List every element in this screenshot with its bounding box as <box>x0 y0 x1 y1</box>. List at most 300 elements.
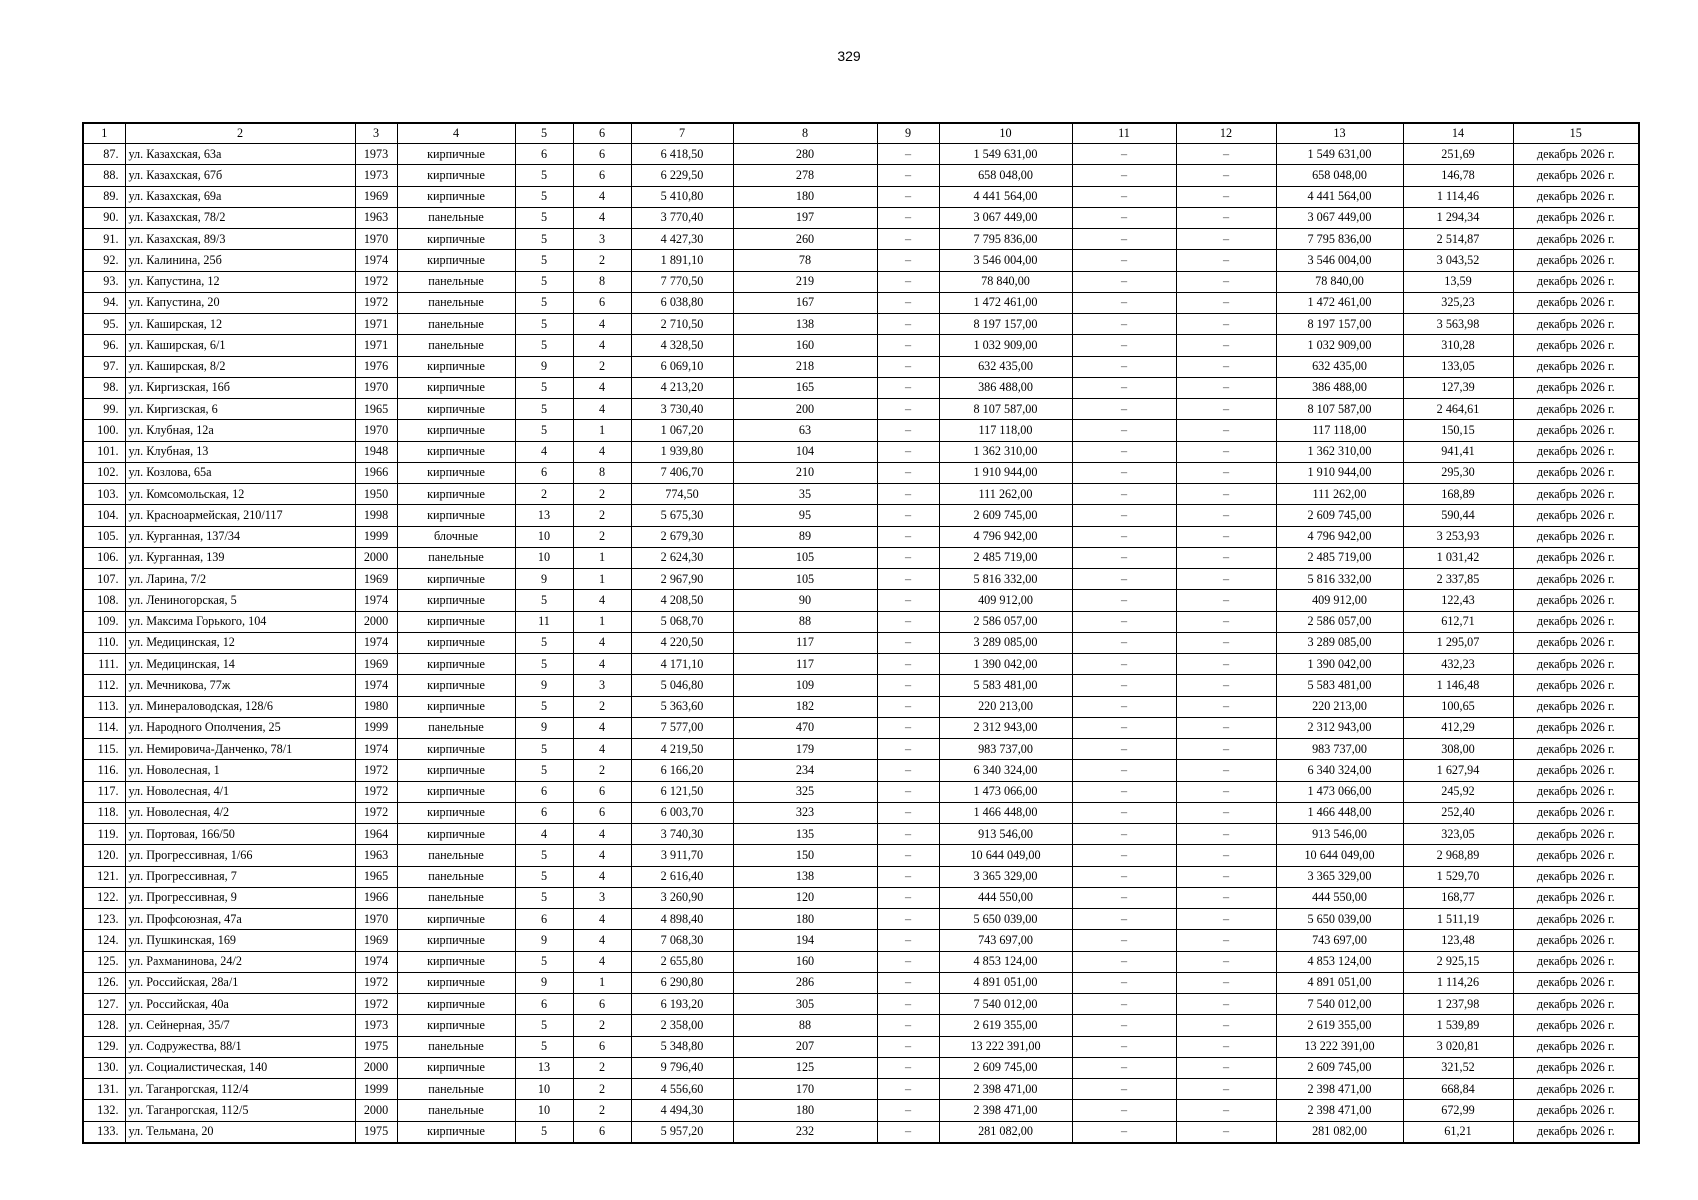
table-cell-col-15: декабрь 2026 г. <box>1513 611 1639 632</box>
table-cell-col-2: ул. Прогрессивная, 9 <box>125 887 355 908</box>
table-cell-col-2: ул. Курганная, 137/34 <box>125 526 355 547</box>
table-cell-col-9: – <box>877 1036 939 1057</box>
table-cell-col-5: 9 <box>515 930 573 951</box>
table-cell-col-3: 1948 <box>355 441 397 462</box>
table-cell-col-3: 1963 <box>355 207 397 228</box>
table-cell-col-4: панельные <box>397 547 515 568</box>
table-cell-col-2: ул. Каширская, 12 <box>125 314 355 335</box>
table-cell-col-2: ул. Капустина, 12 <box>125 271 355 292</box>
table-cell-col-5: 6 <box>515 144 573 165</box>
table-cell-col-3: 1970 <box>355 377 397 398</box>
table-cell-col-13: 4 853 124,00 <box>1276 951 1403 972</box>
table-cell-col-12: – <box>1176 717 1276 738</box>
table-cell-col-1: 118. <box>83 802 125 823</box>
table-cell-col-7: 4 427,30 <box>631 229 733 250</box>
table-row <box>83 781 1639 802</box>
table-cell-col-15: декабрь 2026 г. <box>1513 271 1639 292</box>
table-cell-col-7: 4 556,60 <box>631 1079 733 1100</box>
table-cell-col-14: 133,05 <box>1403 356 1513 377</box>
table-cell-col-3: 1964 <box>355 824 397 845</box>
table-cell-col-14: 412,29 <box>1403 717 1513 738</box>
table-cell-col-5: 10 <box>515 547 573 568</box>
table-cell-col-2: ул. Клубная, 12а <box>125 420 355 441</box>
table-cell-col-8: 260 <box>733 229 877 250</box>
table-cell-col-9: – <box>877 165 939 186</box>
table-cell-col-1: 103. <box>83 484 125 505</box>
table-cell-col-14: 100,65 <box>1403 696 1513 717</box>
table-cell-col-1: 116. <box>83 760 125 781</box>
table-cell-col-11: – <box>1072 356 1176 377</box>
table-cell-col-3: 1975 <box>355 1121 397 1143</box>
table-cell-col-2: ул. Рахманинова, 24/2 <box>125 951 355 972</box>
table-cell-col-11: – <box>1072 484 1176 505</box>
table-cell-col-4: кирпичные <box>397 590 515 611</box>
table-cell-col-7: 2 710,50 <box>631 314 733 335</box>
table-cell-col-13: 7 795 836,00 <box>1276 229 1403 250</box>
table-cell-col-11: – <box>1072 1100 1176 1121</box>
table-cell-col-14: 2 925,15 <box>1403 951 1513 972</box>
table-cell-col-5: 5 <box>515 314 573 335</box>
table-cell-col-10: 4 853 124,00 <box>939 951 1072 972</box>
table-cell-col-4: кирпичные <box>397 399 515 420</box>
column-header-3: 3 <box>355 123 397 144</box>
table-cell-col-7: 5 675,30 <box>631 505 733 526</box>
table-row <box>83 654 1639 675</box>
table-row <box>83 1057 1639 1078</box>
table-cell-col-14: 127,39 <box>1403 377 1513 398</box>
table-cell-col-1: 95. <box>83 314 125 335</box>
table-cell-col-12: – <box>1176 1057 1276 1078</box>
column-header-6: 6 <box>573 123 631 144</box>
table-cell-col-15: декабрь 2026 г. <box>1513 739 1639 760</box>
table-cell-col-4: кирпичные <box>397 781 515 802</box>
table-cell-col-12: – <box>1176 1079 1276 1100</box>
table-cell-col-8: 167 <box>733 292 877 313</box>
table-cell-col-6: 6 <box>573 165 631 186</box>
table-cell-col-14: 2 337,85 <box>1403 569 1513 590</box>
table-cell-col-14: 3 020,81 <box>1403 1036 1513 1057</box>
column-header-10: 10 <box>939 123 1072 144</box>
table-cell-col-12: – <box>1176 335 1276 356</box>
table-cell-col-9: – <box>877 590 939 611</box>
table-row <box>83 994 1639 1015</box>
table-row <box>83 462 1639 483</box>
table-cell-col-4: кирпичные <box>397 250 515 271</box>
table-cell-col-11: – <box>1072 1015 1176 1036</box>
table-cell-col-7: 4 219,50 <box>631 739 733 760</box>
table-cell-col-7: 6 166,20 <box>631 760 733 781</box>
table-cell-col-12: – <box>1176 1036 1276 1057</box>
table-row <box>83 314 1639 335</box>
table-cell-col-3: 1970 <box>355 420 397 441</box>
table-cell-col-6: 6 <box>573 994 631 1015</box>
table-cell-col-14: 1 114,46 <box>1403 186 1513 207</box>
table-header-row <box>83 123 1639 144</box>
table-cell-col-10: 3 546 004,00 <box>939 250 1072 271</box>
table-cell-col-11: – <box>1072 717 1176 738</box>
table-cell-col-2: ул. Новолесная, 4/1 <box>125 781 355 802</box>
table-cell-col-10: 3 365 329,00 <box>939 866 1072 887</box>
table-row <box>83 802 1639 823</box>
table-cell-col-3: 1974 <box>355 250 397 271</box>
table-cell-col-8: 278 <box>733 165 877 186</box>
table-cell-col-1: 107. <box>83 569 125 590</box>
table-cell-col-12: – <box>1176 1015 1276 1036</box>
table-row <box>83 271 1639 292</box>
table-cell-col-9: – <box>877 292 939 313</box>
table-cell-col-5: 5 <box>515 250 573 271</box>
table-cell-col-6: 6 <box>573 802 631 823</box>
table-cell-col-4: панельные <box>397 1079 515 1100</box>
table-cell-col-13: 220 213,00 <box>1276 696 1403 717</box>
table-row <box>83 632 1639 653</box>
table-cell-col-8: 194 <box>733 930 877 951</box>
table-cell-col-11: – <box>1072 314 1176 335</box>
table-cell-col-4: кирпичные <box>397 824 515 845</box>
table-cell-col-13: 2 485 719,00 <box>1276 547 1403 568</box>
table-cell-col-13: 10 644 049,00 <box>1276 845 1403 866</box>
table-cell-col-13: 983 737,00 <box>1276 739 1403 760</box>
table-cell-col-15: декабрь 2026 г. <box>1513 951 1639 972</box>
table-cell-col-3: 1972 <box>355 972 397 993</box>
table-cell-col-14: 61,21 <box>1403 1121 1513 1143</box>
table-cell-col-4: кирпичные <box>397 675 515 696</box>
table-cell-col-6: 4 <box>573 441 631 462</box>
table-cell-col-3: 1999 <box>355 1079 397 1100</box>
table-cell-col-6: 4 <box>573 207 631 228</box>
table-cell-col-5: 6 <box>515 802 573 823</box>
table-cell-col-14: 3 563,98 <box>1403 314 1513 335</box>
table-cell-col-1: 128. <box>83 1015 125 1036</box>
table-cell-col-15: декабрь 2026 г. <box>1513 1015 1639 1036</box>
table-cell-col-8: 117 <box>733 654 877 675</box>
table-cell-col-6: 6 <box>573 292 631 313</box>
table-cell-col-13: 6 340 324,00 <box>1276 760 1403 781</box>
table-cell-col-8: 160 <box>733 335 877 356</box>
table-cell-col-12: – <box>1176 377 1276 398</box>
table-cell-col-9: – <box>877 739 939 760</box>
table-cell-col-5: 10 <box>515 526 573 547</box>
buildings-table <box>82 122 1640 1144</box>
table-cell-col-12: – <box>1176 186 1276 207</box>
table-cell-col-4: кирпичные <box>397 930 515 951</box>
table-cell-col-1: 104. <box>83 505 125 526</box>
table-cell-col-15: декабрь 2026 г. <box>1513 781 1639 802</box>
table-cell-col-3: 1966 <box>355 887 397 908</box>
table-cell-col-10: 386 488,00 <box>939 377 1072 398</box>
table-cell-col-8: 180 <box>733 1100 877 1121</box>
table-cell-col-6: 6 <box>573 1036 631 1057</box>
table-cell-col-9: – <box>877 229 939 250</box>
table-cell-col-8: 88 <box>733 611 877 632</box>
table-cell-col-14: 1 237,98 <box>1403 994 1513 1015</box>
table-cell-col-5: 5 <box>515 165 573 186</box>
table-cell-col-12: – <box>1176 611 1276 632</box>
table-cell-col-10: 2 619 355,00 <box>939 1015 1072 1036</box>
table-cell-col-3: 1974 <box>355 590 397 611</box>
table-cell-col-7: 2 967,90 <box>631 569 733 590</box>
table-cell-col-1: 124. <box>83 930 125 951</box>
table-cell-col-1: 121. <box>83 866 125 887</box>
table-cell-col-13: 2 619 355,00 <box>1276 1015 1403 1036</box>
table-cell-col-6: 3 <box>573 675 631 696</box>
table-cell-col-1: 113. <box>83 696 125 717</box>
table-cell-col-9: – <box>877 930 939 951</box>
table-cell-col-6: 4 <box>573 335 631 356</box>
table-cell-col-2: ул. Ларина, 7/2 <box>125 569 355 590</box>
table-cell-col-3: 1998 <box>355 505 397 526</box>
table-cell-col-8: 35 <box>733 484 877 505</box>
table-cell-col-14: 308,00 <box>1403 739 1513 760</box>
table-cell-col-13: 8 197 157,00 <box>1276 314 1403 335</box>
table-row <box>83 526 1639 547</box>
table-cell-col-9: – <box>877 845 939 866</box>
table-cell-col-9: – <box>877 505 939 526</box>
table-cell-col-1: 106. <box>83 547 125 568</box>
table-cell-col-1: 125. <box>83 951 125 972</box>
table-cell-col-2: ул. Тельмана, 20 <box>125 1121 355 1143</box>
table-cell-col-7: 4 208,50 <box>631 590 733 611</box>
table-cell-col-13: 78 840,00 <box>1276 271 1403 292</box>
table-cell-col-12: – <box>1176 590 1276 611</box>
table-cell-col-11: – <box>1072 909 1176 930</box>
table-cell-col-4: кирпичные <box>397 909 515 930</box>
table-cell-col-2: ул. Мечникова, 77ж <box>125 675 355 696</box>
table-cell-col-11: – <box>1072 1057 1176 1078</box>
table-cell-col-7: 5 957,20 <box>631 1121 733 1143</box>
table-cell-col-5: 5 <box>515 1121 573 1143</box>
table-cell-col-2: ул. Российская, 40а <box>125 994 355 1015</box>
table-cell-col-7: 3 770,40 <box>631 207 733 228</box>
table-cell-col-4: кирпичные <box>397 505 515 526</box>
table-cell-col-15: декабрь 2026 г. <box>1513 675 1639 696</box>
table-cell-col-3: 1973 <box>355 144 397 165</box>
table-cell-col-9: – <box>877 951 939 972</box>
table-cell-col-14: 1 539,89 <box>1403 1015 1513 1036</box>
table-cell-col-1: 94. <box>83 292 125 313</box>
table-cell-col-11: – <box>1072 590 1176 611</box>
table-row <box>83 399 1639 420</box>
table-cell-col-12: – <box>1176 845 1276 866</box>
table-cell-col-9: – <box>877 569 939 590</box>
table-cell-col-15: декабрь 2026 г. <box>1513 887 1639 908</box>
table-cell-col-10: 2 586 057,00 <box>939 611 1072 632</box>
table-cell-col-11: – <box>1072 229 1176 250</box>
table-cell-col-9: – <box>877 271 939 292</box>
table-cell-col-15: декабрь 2026 г. <box>1513 866 1639 887</box>
table-cell-col-9: – <box>877 314 939 335</box>
table-cell-col-11: – <box>1072 760 1176 781</box>
table-cell-col-7: 4 213,20 <box>631 377 733 398</box>
table-cell-col-4: кирпичные <box>397 569 515 590</box>
table-cell-col-15: декабрь 2026 г. <box>1513 824 1639 845</box>
table-cell-col-6: 4 <box>573 824 631 845</box>
table-cell-col-6: 2 <box>573 250 631 271</box>
table-cell-col-13: 5 583 481,00 <box>1276 675 1403 696</box>
table-cell-col-11: – <box>1072 951 1176 972</box>
table-cell-col-12: – <box>1176 250 1276 271</box>
table-cell-col-5: 5 <box>515 229 573 250</box>
table-cell-col-14: 1 295,07 <box>1403 632 1513 653</box>
table-cell-col-15: декабрь 2026 г. <box>1513 505 1639 526</box>
table-cell-col-15: декабрь 2026 г. <box>1513 1057 1639 1078</box>
table-cell-col-6: 2 <box>573 484 631 505</box>
table-cell-col-8: 109 <box>733 675 877 696</box>
table-cell-col-13: 13 222 391,00 <box>1276 1036 1403 1057</box>
table-cell-col-15: декабрь 2026 г. <box>1513 696 1639 717</box>
table-cell-col-14: 612,71 <box>1403 611 1513 632</box>
table-cell-col-9: – <box>877 377 939 398</box>
table-cell-col-10: 5 816 332,00 <box>939 569 1072 590</box>
table-cell-col-2: ул. Новолесная, 4/2 <box>125 802 355 823</box>
table-row <box>83 186 1639 207</box>
table-cell-col-2: ул. Российская, 28а/1 <box>125 972 355 993</box>
table-cell-col-1: 91. <box>83 229 125 250</box>
table-cell-col-1: 90. <box>83 207 125 228</box>
table-cell-col-13: 1 549 631,00 <box>1276 144 1403 165</box>
table-cell-col-5: 5 <box>515 186 573 207</box>
table-cell-col-12: – <box>1176 824 1276 845</box>
table-cell-col-10: 409 912,00 <box>939 590 1072 611</box>
table-cell-col-3: 1969 <box>355 186 397 207</box>
table-cell-col-14: 1 146,48 <box>1403 675 1513 696</box>
table-cell-col-1: 119. <box>83 824 125 845</box>
table-cell-col-9: – <box>877 866 939 887</box>
table-cell-col-2: ул. Новолесная, 1 <box>125 760 355 781</box>
table-cell-col-2: ул. Минераловодская, 128/6 <box>125 696 355 717</box>
table-cell-col-12: – <box>1176 229 1276 250</box>
table-cell-col-5: 10 <box>515 1079 573 1100</box>
table-row <box>83 377 1639 398</box>
table-cell-col-13: 2 609 745,00 <box>1276 505 1403 526</box>
table-cell-col-5: 9 <box>515 675 573 696</box>
table-cell-col-1: 130. <box>83 1057 125 1078</box>
table-cell-col-1: 131. <box>83 1079 125 1100</box>
table-cell-col-9: – <box>877 1057 939 1078</box>
table-cell-col-5: 6 <box>515 462 573 483</box>
table-cell-col-5: 5 <box>515 951 573 972</box>
table-cell-col-10: 2 398 471,00 <box>939 1100 1072 1121</box>
table-cell-col-10: 743 697,00 <box>939 930 1072 951</box>
table-cell-col-15: декабрь 2026 г. <box>1513 165 1639 186</box>
table-cell-col-13: 913 546,00 <box>1276 824 1403 845</box>
table-cell-col-7: 7 068,30 <box>631 930 733 951</box>
table-cell-col-15: декабрь 2026 г. <box>1513 972 1639 993</box>
table-cell-col-10: 632 435,00 <box>939 356 1072 377</box>
table-cell-col-6: 8 <box>573 462 631 483</box>
table-row <box>83 250 1639 271</box>
table-cell-col-8: 104 <box>733 441 877 462</box>
table-cell-col-13: 3 546 004,00 <box>1276 250 1403 271</box>
table-cell-col-15: декабрь 2026 г. <box>1513 569 1639 590</box>
page-number: 329 <box>837 48 861 64</box>
table-cell-col-4: панельные <box>397 717 515 738</box>
table-cell-col-6: 1 <box>573 569 631 590</box>
table-cell-col-2: ул. Казахская, 89/3 <box>125 229 355 250</box>
table-cell-col-12: – <box>1176 972 1276 993</box>
table-cell-col-4: панельные <box>397 335 515 356</box>
table-cell-col-7: 5 046,80 <box>631 675 733 696</box>
table-cell-col-3: 1950 <box>355 484 397 505</box>
table-cell-col-2: ул. Казахская, 78/2 <box>125 207 355 228</box>
table-cell-col-7: 5 363,60 <box>631 696 733 717</box>
table-cell-col-8: 150 <box>733 845 877 866</box>
table-cell-col-13: 743 697,00 <box>1276 930 1403 951</box>
table-cell-col-14: 672,99 <box>1403 1100 1513 1121</box>
table-cell-col-9: – <box>877 462 939 483</box>
table-cell-col-1: 123. <box>83 909 125 930</box>
table-cell-col-14: 310,28 <box>1403 335 1513 356</box>
table-cell-col-8: 325 <box>733 781 877 802</box>
table-cell-col-2: ул. Киргизская, 16б <box>125 377 355 398</box>
table-cell-col-7: 4 898,40 <box>631 909 733 930</box>
table-cell-col-8: 170 <box>733 1079 877 1100</box>
table-cell-col-1: 133. <box>83 1121 125 1143</box>
table-row <box>83 335 1639 356</box>
table-cell-col-3: 1974 <box>355 632 397 653</box>
table-cell-col-7: 1 067,20 <box>631 420 733 441</box>
table-cell-col-11: – <box>1072 420 1176 441</box>
table-cell-col-7: 2 679,30 <box>631 526 733 547</box>
table-cell-col-2: ул. Киргизская, 6 <box>125 399 355 420</box>
table-cell-col-10: 983 737,00 <box>939 739 1072 760</box>
table-cell-col-7: 3 730,40 <box>631 399 733 420</box>
table-cell-col-14: 2 514,87 <box>1403 229 1513 250</box>
table-cell-col-9: – <box>877 1100 939 1121</box>
table-cell-col-1: 92. <box>83 250 125 271</box>
table-cell-col-6: 6 <box>573 144 631 165</box>
table-cell-col-11: – <box>1072 845 1176 866</box>
table-cell-col-14: 295,30 <box>1403 462 1513 483</box>
table-cell-col-5: 5 <box>515 292 573 313</box>
table-cell-col-12: – <box>1176 909 1276 930</box>
table-cell-col-10: 5 650 039,00 <box>939 909 1072 930</box>
table-cell-col-7: 6 038,80 <box>631 292 733 313</box>
table-cell-col-10: 1 549 631,00 <box>939 144 1072 165</box>
table-cell-col-10: 13 222 391,00 <box>939 1036 1072 1057</box>
table-cell-col-15: декабрь 2026 г. <box>1513 335 1639 356</box>
table-cell-col-1: 126. <box>83 972 125 993</box>
table-cell-col-7: 4 220,50 <box>631 632 733 653</box>
table-cell-col-5: 9 <box>515 972 573 993</box>
table-cell-col-12: – <box>1176 144 1276 165</box>
table-cell-col-15: декабрь 2026 г. <box>1513 1079 1639 1100</box>
table-cell-col-2: ул. Каширская, 6/1 <box>125 335 355 356</box>
table-cell-col-11: – <box>1072 250 1176 271</box>
table-cell-col-5: 5 <box>515 866 573 887</box>
table-cell-col-13: 1 032 909,00 <box>1276 335 1403 356</box>
table-cell-col-9: – <box>877 717 939 738</box>
table-cell-col-6: 2 <box>573 1079 631 1100</box>
table-cell-col-2: ул. Каширская, 8/2 <box>125 356 355 377</box>
table-cell-col-8: 135 <box>733 824 877 845</box>
table-cell-col-4: панельные <box>397 292 515 313</box>
table-cell-col-13: 2 398 471,00 <box>1276 1100 1403 1121</box>
table-cell-col-7: 6 229,50 <box>631 165 733 186</box>
table-cell-col-9: – <box>877 909 939 930</box>
column-header-14: 14 <box>1403 123 1513 144</box>
table-cell-col-2: ул. Пушкинская, 169 <box>125 930 355 951</box>
table-cell-col-2: ул. Социалистическая, 140 <box>125 1057 355 1078</box>
table-cell-col-11: – <box>1072 186 1176 207</box>
table-cell-col-4: кирпичные <box>397 165 515 186</box>
table-cell-col-15: декабрь 2026 г. <box>1513 760 1639 781</box>
table-cell-col-4: кирпичные <box>397 802 515 823</box>
table-cell-col-6: 4 <box>573 654 631 675</box>
table-cell-col-14: 2 968,89 <box>1403 845 1513 866</box>
table-cell-col-13: 1 362 310,00 <box>1276 441 1403 462</box>
table-cell-col-13: 1 910 944,00 <box>1276 462 1403 483</box>
